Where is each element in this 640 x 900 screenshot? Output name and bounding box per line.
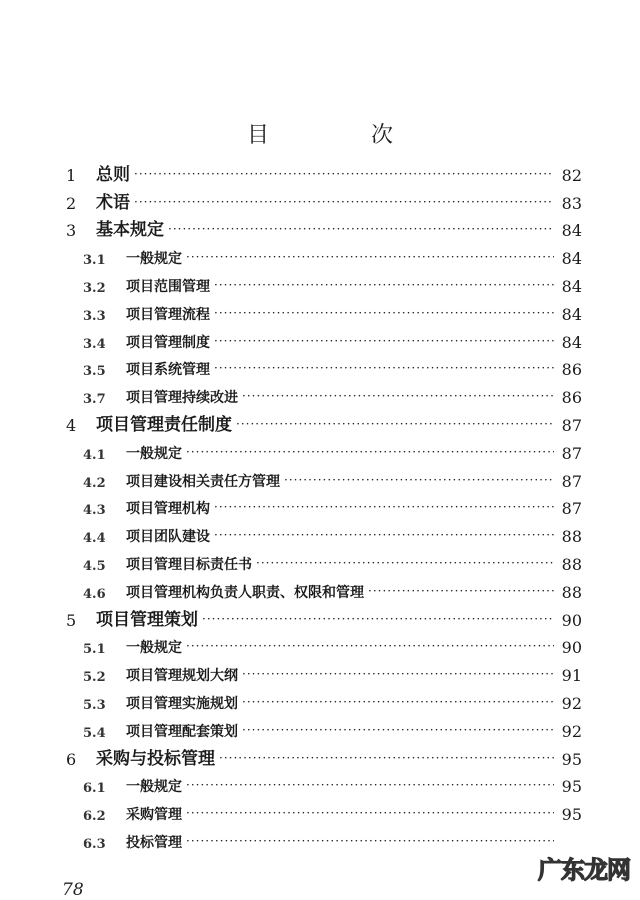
leader-dots (242, 723, 554, 737)
entry-number: 5.3 (83, 697, 106, 713)
leader-dots (214, 528, 554, 542)
toc-chapter-entry[interactable] (66, 407, 582, 435)
entry-page-number: 88 (561, 527, 582, 547)
entry-number: 3.7 (83, 392, 106, 408)
entry-number: 4.2 (83, 475, 106, 491)
entry-page-number: 82 (561, 165, 582, 185)
entry-title: 项目管理规划大纲 (126, 668, 238, 685)
entry-page-number: 84 (561, 332, 582, 352)
entry-title: 项目管理流程 (126, 306, 210, 323)
entry-number: 3 (66, 221, 77, 241)
toc-section-entry[interactable] (66, 268, 582, 296)
entry-number: 4.5 (83, 558, 106, 574)
leader-dots (186, 806, 554, 820)
toc-section-entry[interactable] (66, 296, 582, 324)
toc-section-entry[interactable] (66, 630, 582, 658)
entry-page-number: 90 (561, 610, 582, 630)
entry-title: 项目管理实施规划 (126, 695, 238, 712)
toc-section-entry[interactable] (66, 657, 582, 685)
entry-title: 项目管理机构 (126, 501, 210, 518)
page-number: 78 (62, 880, 84, 900)
entry-page-number: 92 (561, 721, 582, 741)
entry-title: 项目管理机构负责人职责、权限和管理 (126, 584, 364, 601)
entry-title: 项目管理责任制度 (96, 414, 232, 435)
entry-number: 3.5 (83, 364, 106, 380)
leader-dots (186, 834, 554, 848)
entry-number: 6 (66, 749, 77, 769)
toc-chapter-entry[interactable] (66, 157, 582, 185)
toc-section-entry[interactable] (66, 824, 582, 852)
entry-title: 项目管理策划 (96, 609, 198, 630)
leader-dots (202, 612, 554, 626)
entry-title: 项目管理配套策划 (126, 723, 238, 740)
entry-title: 基本规定 (96, 220, 164, 241)
toc-chapter-entry[interactable] (66, 741, 582, 769)
entry-number: 6.2 (83, 809, 106, 825)
toc-section-entry[interactable] (66, 240, 582, 268)
entry-number: 4.3 (83, 503, 106, 519)
entry-page-number: 84 (561, 276, 582, 296)
entry-page-number: 83 (561, 193, 582, 213)
leader-dots (214, 361, 554, 375)
entry-title: 项目范围管理 (126, 278, 210, 295)
toc-section-entry[interactable] (66, 546, 582, 574)
toc-section-entry[interactable] (66, 491, 582, 519)
toc-chapter-entry[interactable] (66, 213, 582, 241)
entry-title: 采购管理 (126, 807, 182, 824)
entry-number: 4 (66, 415, 77, 435)
entry-page-number: 95 (561, 777, 582, 797)
entry-page-number: 87 (561, 443, 582, 463)
entry-title: 项目系统管理 (126, 362, 210, 379)
leader-dots (219, 751, 554, 765)
entry-number: 5.2 (83, 670, 106, 686)
entry-page-number: 87 (561, 471, 582, 491)
toc-section-entry[interactable] (66, 352, 582, 380)
entry-number: 6.3 (83, 836, 106, 852)
toc-section-entry[interactable] (66, 769, 582, 797)
entry-page-number: 84 (561, 249, 582, 269)
entry-number: 5.1 (83, 642, 106, 658)
toc-section-entry[interactable] (66, 574, 582, 602)
entry-number: 5 (66, 610, 77, 630)
toc-section-entry[interactable] (66, 685, 582, 713)
entry-page-number: 87 (561, 415, 582, 435)
entry-number: 3.1 (83, 253, 106, 269)
leader-dots (186, 445, 554, 459)
toc-section-entry[interactable] (66, 435, 582, 463)
toc-section-entry[interactable] (66, 713, 582, 741)
entry-number: 4.4 (83, 531, 106, 547)
entry-title: 项目管理制度 (126, 334, 210, 351)
leader-dots (186, 639, 554, 653)
entry-number: 2 (66, 193, 77, 213)
leader-dots (368, 584, 554, 598)
entry-page-number: 90 (561, 638, 582, 658)
entry-page-number: 95 (561, 749, 582, 769)
toc-chapter-entry[interactable] (66, 602, 582, 630)
leader-dots (214, 306, 554, 320)
leader-dots (256, 556, 554, 570)
toc-section-entry[interactable] (66, 518, 582, 546)
entry-page-number: 87 (561, 499, 582, 519)
entry-page-number: 84 (561, 221, 582, 241)
entry-page-number: 91 (561, 666, 582, 686)
entry-number: 3.2 (83, 280, 106, 296)
toc-chapter-entry[interactable] (66, 185, 582, 213)
entry-page-number: 86 (561, 388, 582, 408)
entry-number: 3.4 (83, 336, 106, 352)
leader-dots (134, 195, 554, 209)
leader-dots (242, 389, 554, 403)
entry-title: 项目建设相关责任方管理 (126, 473, 280, 490)
entry-title: 术语 (96, 192, 130, 213)
entry-title: 总则 (96, 164, 130, 185)
entry-page-number: 88 (561, 554, 582, 574)
leader-dots (186, 250, 554, 264)
entry-number: 6.1 (83, 781, 106, 797)
entry-title: 一般规定 (126, 779, 182, 796)
entry-title: 项目管理目标责任书 (126, 556, 252, 573)
entry-title: 一般规定 (126, 251, 182, 268)
leader-dots (186, 778, 554, 792)
leader-dots (242, 667, 554, 681)
toc-section-entry[interactable] (66, 463, 582, 491)
toc-section-entry[interactable] (66, 796, 582, 824)
leader-dots (134, 167, 554, 181)
entry-page-number: 84 (561, 304, 582, 324)
entry-title: 项目团队建设 (126, 529, 210, 546)
leader-dots (284, 473, 554, 487)
entry-title: 采购与投标管理 (96, 748, 215, 769)
entry-page-number: 86 (561, 360, 582, 380)
toc-section-entry[interactable] (66, 379, 582, 407)
entry-title: 项目管理持续改进 (126, 390, 238, 407)
leader-dots (214, 500, 554, 514)
table-of-contents (66, 157, 582, 852)
entry-title: 一般规定 (126, 640, 182, 657)
entry-number: 4.6 (83, 586, 106, 602)
page-title: 目 次 (246, 123, 433, 148)
entry-title: 投标管理 (126, 834, 182, 851)
entry-page-number: 88 (561, 582, 582, 602)
entry-title: 一般规定 (126, 445, 182, 462)
leader-dots (214, 334, 554, 348)
entry-number: 3.3 (83, 308, 106, 324)
entry-page-number: 95 (561, 805, 582, 825)
leader-dots (242, 695, 554, 709)
leader-dots (214, 278, 554, 292)
leader-dots (236, 417, 554, 431)
toc-section-entry[interactable] (66, 324, 582, 352)
entry-number: 5.4 (83, 725, 106, 741)
entry-number: 1 (66, 165, 77, 185)
entry-page-number: 92 (561, 693, 582, 713)
leader-dots (168, 222, 554, 236)
watermark-logo: 广东龙网 (538, 856, 630, 884)
entry-number: 4.1 (83, 447, 106, 463)
